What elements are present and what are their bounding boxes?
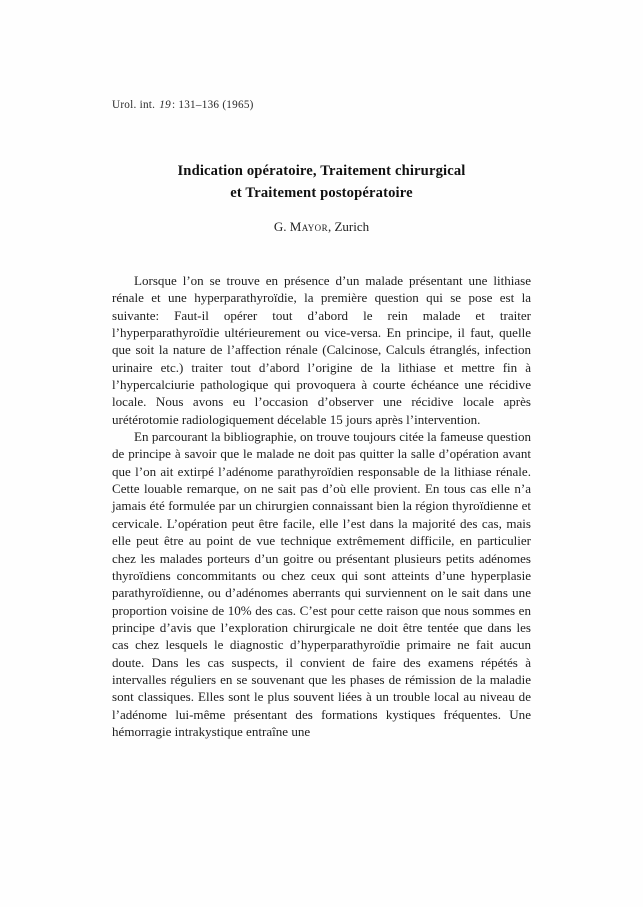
body-paragraph: Lorsque l’on se trouve en présence d’un malade présentant une lithiase rénale et une hyperparathyroïdie, la première question qui se pose est la suivante: Faut-il opérer tout d’abord le rein malade et traiter l’hyperparathyroïdie ultérieurement ou vice-versa. En principe, il faut, quelle que soit la nature de l’affection rénale (Calcinose, Calculs étranglés, infection urinaire etc.) traiter tout d’abord l’origine de la lithiase et mettre fin à l’hypercalciurie pathologique qui provoquera à courte échéance une récidive locale. Nous avons eu l’occasion d’observer une récidive locale après urétérotomie radiologiquement décelable 15 jours après l’intervention. [112,273,531,427]
article-title [112,160,531,204]
journal-citation [112,99,254,111]
article-title-line-2: et Traitement postopératoire [230,185,413,201]
author-surname: Mayor [289,219,328,234]
body-paragraph: En parcourant la bibliographie, on trouve toujours citée la fameuse question de principe à savoir que le malade ne doit pas quitter la salle d’opération avant que l’on ait extirpé l’adénome parathyroïdien responsable de la lithiase rénale. Cette louable remarque, on ne sait pas d’où elle provient. En tous cas elle n’a jamais été formulée par un chirurgien connaissant bien la région thyroïdienne et cervicale. L’opération peut être facile, elle l’est dans la majorité des cas, mais elle peut être au point de vue technique extrêmement difficile, en particulier chez les malades porteurs d’un goitre ou présentant plusieurs petits adénomes thyroïdiens concommitants ou chez ceux qui sont atteints d’une hyperplasie parathyroïdienne, ou d’adénomes aberrants qui surviennent on le sait dans une proportion voisine de 10% des cas. C’est pour cette raison que nous sommes en principe d’avis que l’exploration chirurgicale ne doit être tentée que dans les cas chez lesquels le diagnostic d’hyperparathyroïdie primaire ne fait aucun doute. Dans les cas suspects, il convient de faire des examens répétés à intervalles réguliers en se souvenant que les phases de rémission de la maladie sont classiques. Elles sont le plus souvent liées à un trouble local au niveau de l’adénome lui-même présentant des formations kystiques fréquentes. Une hémorragie intrakystique entraîne une [112,429,531,739]
article-title-line-1: Indication opératoire, Traitement chirurgical [177,163,466,179]
journal-year: (1965) [222,99,254,111]
journal-pages: 131–136 [178,99,220,111]
article-author [112,219,531,235]
journal-name: Urol. int. [112,99,156,111]
journal-volume: 19 [159,99,171,111]
author-affiliation: Zurich [334,219,370,234]
article-body [112,272,531,740]
author-initial: G. [273,219,287,234]
author-comma: , [327,219,332,234]
journal-separator: : [171,99,176,111]
